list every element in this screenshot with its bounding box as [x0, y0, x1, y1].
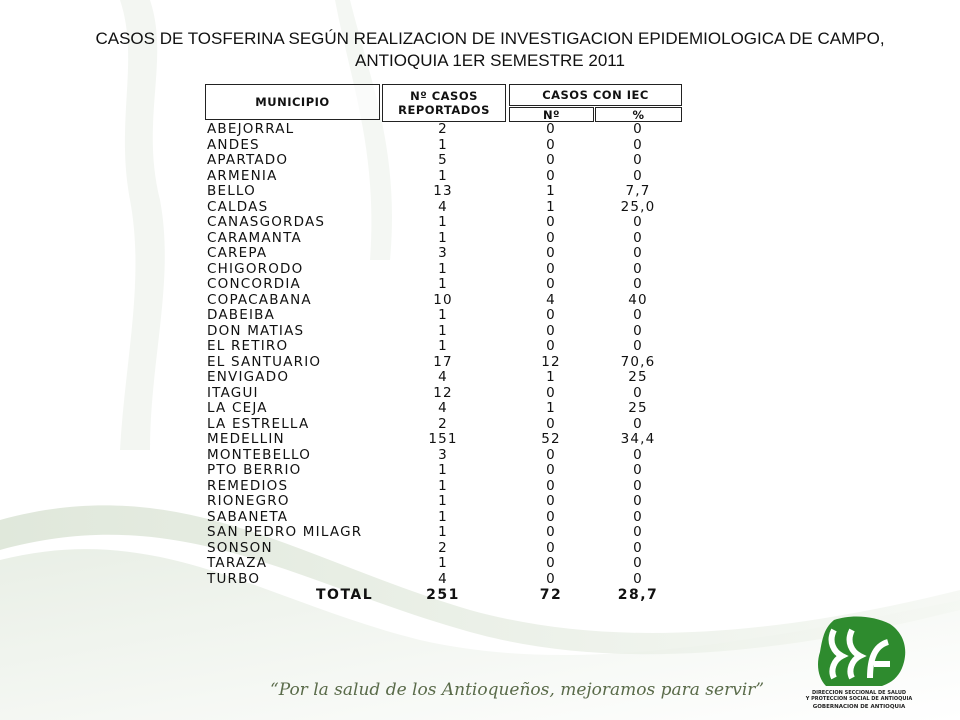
- reportados-cell: 2: [438, 539, 448, 556]
- iec-percent-cell: 0: [633, 260, 643, 277]
- iec-count-cell: 0: [546, 524, 556, 540]
- municipio-cell: SAN PEDRO MILAGR: [207, 524, 363, 540]
- header-reportados-line-1: Nº CASOS: [410, 89, 478, 103]
- table-row: [0, 401, 700, 416]
- municipio-cell: ANDES: [207, 136, 260, 153]
- reportados-cell: 151: [428, 431, 458, 447]
- iec-percent-cell: 0: [633, 214, 643, 230]
- iec-percent-cell: 0: [633, 477, 643, 494]
- table-row: [0, 215, 700, 230]
- municipio-cell: MEDELLIN: [207, 431, 285, 447]
- iec-percent-cell: 0: [633, 276, 643, 292]
- table-row: [0, 246, 700, 261]
- reportados-cell: 3: [438, 245, 448, 261]
- reportados-cell: 1: [438, 307, 448, 323]
- iec-count-cell: 0: [546, 152, 556, 168]
- total-iec-percent: 28,7: [617, 587, 659, 603]
- iec-count-cell: 0: [546, 338, 556, 354]
- municipio-cell: EL RETIRO: [207, 338, 289, 354]
- iec-percent-cell: 0: [633, 508, 643, 525]
- table-row: [0, 510, 700, 525]
- table-row: [0, 479, 700, 494]
- municipio-cell: COPACABANA: [207, 291, 312, 308]
- iec-percent-cell: 0: [633, 338, 643, 354]
- iec-count-cell: 0: [546, 121, 556, 137]
- table-row: [0, 324, 700, 339]
- iec-count-cell: 1: [546, 183, 556, 199]
- municipio-cell: BELLO: [207, 183, 256, 199]
- logo-caption: [804, 690, 914, 710]
- title-line-1: CASOS DE TOSFERINA SEGÚN REALIZACION DE INVESTIGACION EPIDEMIOLOGICA DE CAMPO,: [95, 29, 885, 48]
- logo-line-1: DIRECCION SECCIONAL DE SALUD: [811, 690, 907, 696]
- iec-percent-cell: 0: [633, 493, 643, 509]
- iec-percent-cell: 0: [633, 245, 643, 261]
- iec-count-cell: 0: [546, 229, 556, 246]
- reportados-cell: 2: [438, 415, 448, 432]
- reportados-cell: 1: [438, 508, 448, 525]
- iec-count-cell: 4: [546, 291, 556, 308]
- total-label: TOTAL: [316, 587, 374, 603]
- reportados-cell: 1: [438, 462, 448, 478]
- iec-percent-cell: 0: [633, 415, 643, 432]
- iec-count-cell: 0: [546, 307, 556, 323]
- reportados-cell: 4: [438, 198, 448, 215]
- reportados-cell: 1: [438, 276, 448, 292]
- iec-count-cell: 0: [546, 555, 556, 571]
- municipio-cell: DABEIBA: [207, 307, 276, 323]
- logo-line-3: GOBERNACION DE ANTIOQUIA: [812, 704, 906, 710]
- municipio-cell: MONTEBELLO: [207, 446, 312, 463]
- iec-percent-cell: 0: [633, 167, 643, 184]
- iec-percent-cell: 34,4: [620, 431, 656, 447]
- reportados-cell: 4: [438, 570, 448, 587]
- table-row: [0, 122, 700, 137]
- table-row: [0, 339, 700, 354]
- municipio-cell: ITAGUI: [207, 384, 259, 401]
- header-municipio: MUNICIPIO: [205, 84, 380, 120]
- reportados-cell: 13: [433, 183, 453, 199]
- slogan: “Por la salud de los Antioqueños, mejoramos para servir”: [270, 680, 765, 700]
- iec-percent-cell: 0: [633, 322, 643, 339]
- table-row: [0, 541, 700, 556]
- header-casos-iec: CASOS CON IEC: [509, 84, 682, 106]
- iec-count-cell: 52: [541, 431, 561, 447]
- iec-count-cell: 0: [546, 167, 556, 184]
- table-row: [0, 293, 700, 308]
- iec-percent-cell: 0: [633, 152, 643, 168]
- page-title: [40, 28, 940, 72]
- table-row: [0, 169, 700, 184]
- table-row: [0, 572, 700, 587]
- municipio-cell: ARMENIA: [207, 167, 278, 184]
- table-row: [0, 417, 700, 432]
- reportados-cell: 1: [438, 322, 448, 339]
- header-pct: %: [595, 107, 682, 122]
- iec-count-cell: 0: [546, 477, 556, 494]
- reportados-cell: 1: [438, 229, 448, 246]
- iec-count-cell: 12: [541, 353, 561, 370]
- municipio-cell: CARAMANTA: [207, 229, 302, 246]
- reportados-cell: 1: [438, 555, 448, 571]
- iec-count-cell: 0: [546, 384, 556, 401]
- iec-percent-cell: 0: [633, 121, 643, 137]
- table-row: [0, 153, 700, 168]
- municipio-cell: PTO BERRIO: [207, 462, 302, 478]
- reportados-cell: 1: [438, 260, 448, 277]
- iec-count-cell: 0: [546, 260, 556, 277]
- iec-count-cell: 0: [546, 462, 556, 478]
- municipio-cell: CANASGORDAS: [207, 214, 326, 230]
- header-reportados-line-2: REPORTADOS: [398, 103, 490, 117]
- reportados-cell: 4: [438, 369, 448, 385]
- reportados-cell: 2: [438, 121, 448, 137]
- municipio-cell: SABANETA: [207, 508, 289, 525]
- iec-percent-cell: 0: [633, 136, 643, 153]
- header-n: Nº: [509, 107, 594, 122]
- municipio-cell: LA ESTRELLA: [207, 415, 310, 432]
- table-row: [0, 370, 700, 385]
- table-row: [0, 262, 700, 277]
- reportados-cell: 1: [438, 167, 448, 184]
- iec-count-cell: 1: [546, 198, 556, 215]
- table-row: [0, 184, 700, 199]
- iec-percent-cell: 0: [633, 229, 643, 246]
- reportados-cell: 3: [438, 446, 448, 463]
- iec-percent-cell: 25: [628, 400, 648, 416]
- reportados-cell: 1: [438, 136, 448, 153]
- municipio-cell: SONSON: [207, 539, 273, 556]
- iec-percent-cell: 0: [633, 384, 643, 401]
- logo-line-2: Y PROTECCION SOCIAL DE ANTIOQUIA: [805, 696, 913, 702]
- header-reportados: [382, 84, 506, 122]
- municipio-cell: ABEJORRAL: [207, 121, 295, 137]
- municipio-cell: CALDAS: [207, 198, 269, 215]
- iec-count-cell: 0: [546, 508, 556, 525]
- table-row: [0, 355, 700, 370]
- table-row: [0, 200, 700, 215]
- reportados-cell: 10: [433, 291, 453, 308]
- iec-count-cell: 0: [546, 214, 556, 230]
- municipio-cell: EL SANTUARIO: [207, 353, 322, 370]
- iec-percent-cell: 0: [633, 462, 643, 478]
- table-row: [0, 138, 700, 153]
- iec-percent-cell: 0: [633, 307, 643, 323]
- municipio-cell: CHIGORODO: [207, 260, 304, 277]
- iec-count-cell: 0: [546, 322, 556, 339]
- iec-count-cell: 0: [546, 276, 556, 292]
- municipio-cell: DON MATIAS: [207, 322, 305, 339]
- iec-count-cell: 0: [546, 539, 556, 556]
- table-row: [0, 463, 700, 478]
- municipio-cell: ENVIGADO: [207, 369, 290, 385]
- reportados-cell: 12: [433, 384, 453, 401]
- iec-percent-cell: 7,7: [625, 183, 651, 199]
- municipio-cell: TURBO: [207, 570, 261, 587]
- iec-percent-cell: 70,6: [620, 353, 656, 370]
- municipio-cell: RIONEGRO: [207, 493, 290, 509]
- reportados-cell: 5: [438, 152, 448, 168]
- iec-percent-cell: 40: [628, 291, 648, 308]
- table-row: [0, 525, 700, 540]
- iec-count-cell: 0: [546, 136, 556, 153]
- total-reportados: 251: [426, 587, 460, 603]
- table-row: [0, 277, 700, 292]
- iec-percent-cell: 0: [633, 570, 643, 587]
- table-row: [0, 231, 700, 246]
- iec-percent-cell: 0: [633, 524, 643, 540]
- municipio-cell: CAREPA: [207, 245, 268, 261]
- iec-percent-cell: 25: [628, 369, 648, 385]
- iec-count-cell: 0: [546, 415, 556, 432]
- total-row: [0, 588, 700, 603]
- table-row: [0, 308, 700, 323]
- iec-percent-cell: 0: [633, 446, 643, 463]
- municipio-cell: REMEDIOS: [207, 477, 289, 494]
- iec-percent-cell: 25,0: [620, 198, 656, 215]
- municipio-cell: CONCORDIA: [207, 276, 301, 292]
- iec-count-cell: 0: [546, 446, 556, 463]
- reportados-cell: 17: [433, 353, 453, 370]
- iec-count-cell: 1: [546, 400, 556, 416]
- table-row: [0, 432, 700, 447]
- iec-count-cell: 1: [546, 369, 556, 385]
- municipio-cell: TARAZA: [207, 555, 268, 571]
- reportados-cell: 1: [438, 338, 448, 354]
- table-row: [0, 556, 700, 571]
- municipio-cell: APARTADO: [207, 152, 289, 168]
- iec-percent-cell: 0: [633, 555, 643, 571]
- table-row: [0, 386, 700, 401]
- reportados-cell: 4: [438, 400, 448, 416]
- reportados-cell: 1: [438, 214, 448, 230]
- reportados-cell: 1: [438, 477, 448, 494]
- table-row: [0, 494, 700, 509]
- municipio-cell: LA CEJA: [207, 400, 268, 416]
- table-row: [0, 448, 700, 463]
- title-line-2: ANTIOQUIA 1ER SEMESTRE 2011: [355, 51, 625, 70]
- reportados-cell: 1: [438, 493, 448, 509]
- total-iec-count: 72: [539, 587, 563, 603]
- iec-count-cell: 0: [546, 570, 556, 587]
- iec-count-cell: 0: [546, 493, 556, 509]
- iec-count-cell: 0: [546, 245, 556, 261]
- reportados-cell: 1: [438, 524, 448, 540]
- iec-percent-cell: 0: [633, 539, 643, 556]
